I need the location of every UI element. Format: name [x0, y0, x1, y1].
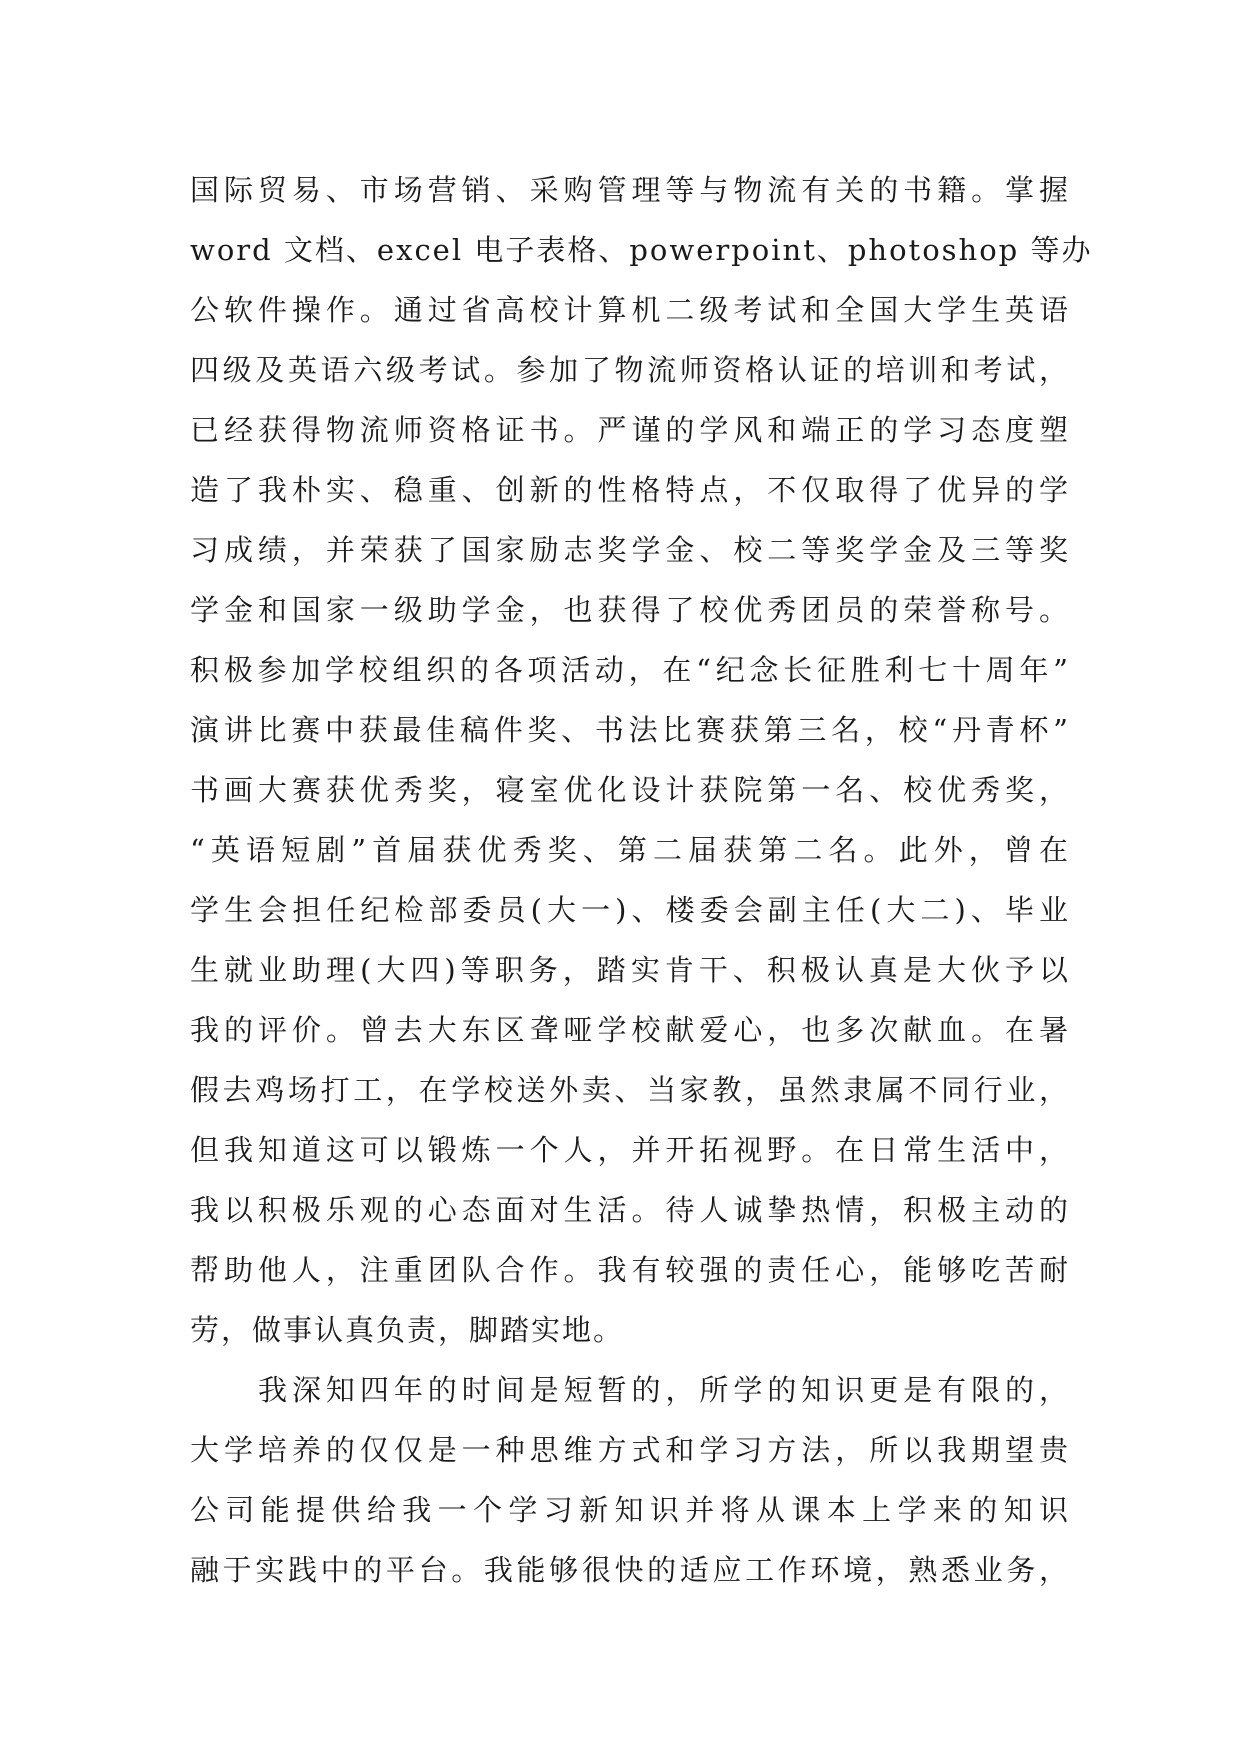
text-line: 已经获得物流师资格证书。严谨的学风和端正的学习态度塑: [190, 413, 1070, 447]
text-line: 大学培养的仅仅是一种思维方式和学习方法，所以我期望贵: [190, 1433, 1070, 1467]
text-line: word 文档、excel 电子表格、powerpoint、photoshop 等办: [190, 233, 1093, 267]
text-line: 帮助他人，注重团队合作。我有较强的责任心，能够吃苦耐: [190, 1253, 1070, 1287]
text-line: 我的评价。曾去大东区聋哑学校献爱心，也多次献血。在暑: [190, 1013, 1070, 1047]
paragraph: [190, 160, 1093, 1360]
text-line: 书画大赛获优秀奖，寝室优化设计获院第一名、校优秀奖，: [190, 773, 1070, 807]
text-line: 生就业助理(大四)等职务，踏实肯干、积极认真是大伙予以: [190, 953, 1070, 987]
text-line: 公司能提供给我一个学习新知识并将从课本上学来的知识: [190, 1493, 1070, 1527]
text-line: 积极参加学校组织的各项活动，在“纪念长征胜利七十周年”: [190, 653, 1070, 687]
text-line: 习成绩，并荣获了国家励志奖学金、校二等奖学金及三等奖: [190, 533, 1070, 567]
text-line: 劳，做事认真负责，脚踏实地。: [190, 1313, 625, 1347]
text-line: 我以积极乐观的心态面对生活。待人诚挚热情，积极主动的: [190, 1193, 1070, 1227]
text-line: 假去鸡场打工，在学校送外卖、当家教，虽然隶属不同行业，: [190, 1073, 1070, 1107]
text-line: 演讲比赛中获最佳稿件奖、书法比赛获第三名，校“丹青杯”: [190, 713, 1070, 747]
document-body: [190, 160, 1093, 1600]
text-line: 但我知道这可以锻炼一个人，并开拓视野。在日常生活中，: [190, 1133, 1070, 1167]
paragraph: [190, 1360, 1070, 1600]
text-line: 融于实践中的平台。我能够很快的适应工作环境，熟悉业务，: [190, 1553, 1070, 1587]
text-line: 四级及英语六级考试。参加了物流师资格认证的培训和考试，: [190, 353, 1070, 387]
text-line: 国际贸易、市场营销、采购管理等与物流有关的书籍。掌握: [190, 173, 1070, 207]
text-line: 造了我朴实、稳重、创新的性格特点，不仅取得了优异的学: [190, 473, 1070, 507]
text-line: “英语短剧”首届获优秀奖、第二届获第二名。此外，曾在: [190, 833, 1070, 867]
text-line: 学生会担任纪检部委员(大一)、楼委会副主任(大二)、毕业: [190, 893, 1070, 927]
text-line: 学金和国家一级助学金，也获得了校优秀团员的荣誉称号。: [190, 593, 1070, 627]
text-line: 公软件操作。通过省高校计算机二级考试和全国大学生英语: [190, 293, 1070, 327]
text-line: 我深知四年的时间是短暂的，所学的知识更是有限的，: [258, 1373, 1070, 1407]
